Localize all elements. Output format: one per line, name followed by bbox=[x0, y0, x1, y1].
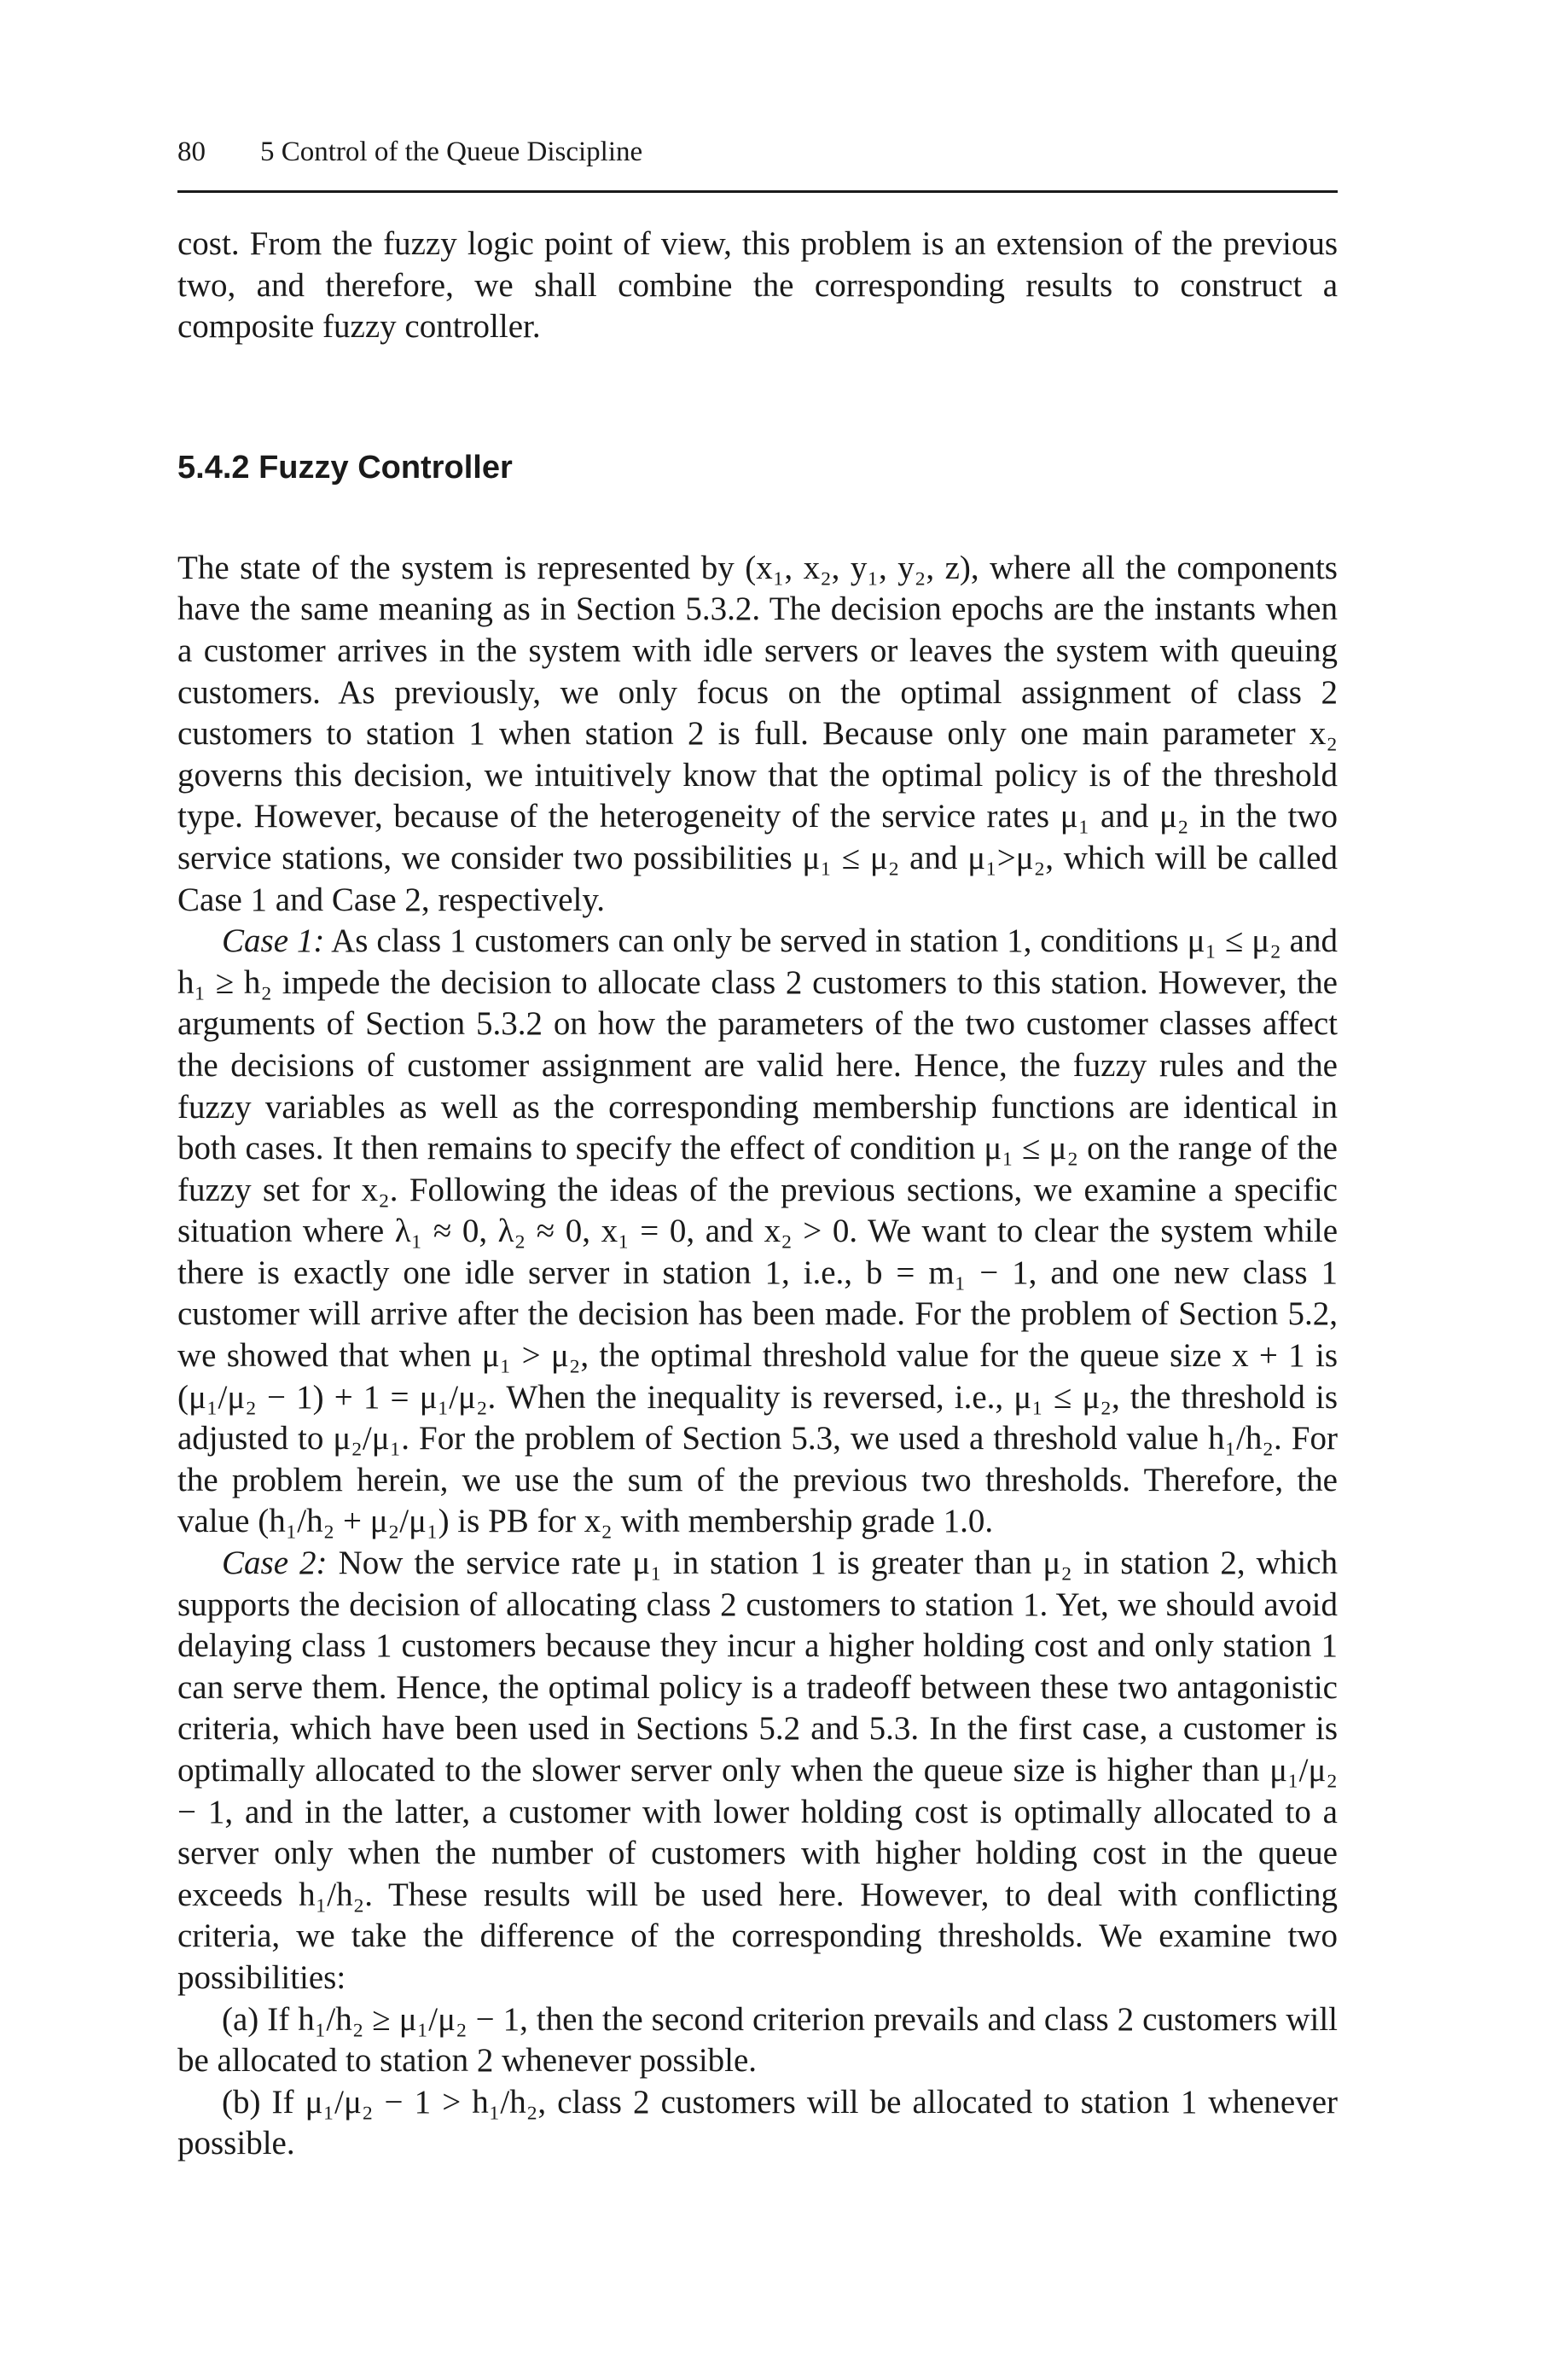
case2-text: Now the service rate μ₁ in station 1 is greater than μ₂ in station 2, which supports the decision of allocating class 2 customers to station 1. Yet, we should avoid delaying class 1 customers because they incur a higher holding cost and only station 1 can serve them. Hence, the optimal policy is a tradeoff between these two antagonistic criteria, which have been used in Sections 5.2 and 5.3. In the first case, a customer is optimally allocated to the slower server only when the queue size is higher than μ₁/μ₂ − 1, and in the latter, a customer with lower holding cost is optimally allocated to a server only when the number of customers with higher holding cost in the queue exceeds h₁/h₂. These results will be used here. However, to deal with conflicting criteria, we take the difference of the corresponding thresholds. We examine two possibilities: bbox=[177, 1545, 1338, 1996]
case1-text: As class 1 customers can only be served in station 1, conditions μ₁ ≤ μ₂ and h₁ ≥ h₂ impede the decision to allocate class 2 customers to this station. However, the arguments of Section 5.3.2 on how the parameters of the two customer classes affect the decisions of customer assignment are valid here. Hence, the fuzzy rules and the fuzzy variables as well as the corresponding membership functions are identical in both cases. It then remains to specify the effect of condition μ₁ ≤ μ₂ on the range of the fuzzy set for x₂. Following the ideas of the previous sections, we examine a specific situation where λ₁ ≈ 0, λ₂ ≈ 0, x₁ = 0, and x₂ > 0. We want to clear the system while there is exactly one idle server in station 1, i.e., b = m₁ − 1, and one new class 1 customer will arrive after the decision has been made. For the problem of Section 5.2, we showed that when μ₁ > μ₂, the optimal threshold value for the queue size x + 1 is (μ₁/μ₂ − 1) + 1 = μ₁/μ₂. When the inequality is reversed, i.e., μ₁ ≤ μ₂, the threshold is adjusted to μ₂/μ₁. For the problem of Section 5.3, we used a threshold value h₁/h₂. For the problem herein, we use the sum of the previous two thresholds. Therefore, the value (h₁/h₂ + μ₂/μ₁) is PB for x₂ with membership grade 1.0. bbox=[177, 922, 1338, 1540]
case1-label: Case 1: bbox=[222, 922, 325, 960]
running-header bbox=[177, 135, 1338, 169]
body-text bbox=[177, 224, 1338, 2165]
running-title: 5 Control of the Queue Discipline bbox=[260, 137, 643, 167]
header-rule bbox=[177, 190, 1338, 193]
list-item-b: (b) If μ₁/μ₂ − 1 > h₁/h₂, class 2 customers will be allocated to station 1 whenever possible. bbox=[177, 2083, 1338, 2162]
case1-paragraph bbox=[177, 921, 1338, 1543]
list-item-a: (a) If h₁/h₂ ≥ μ₁/μ₂ − 1, then the second criterion prevails and class 2 customers will be allocated to station 2 whenever possible. bbox=[177, 2000, 1338, 2080]
page-number: 80 bbox=[177, 137, 206, 167]
intro-paragraph: The state of the system is represented by (x₁, x₂, y₁, y₂, z), where all the components have the same meaning as in Section 5.3.2. The decision epochs are the instants when a customer arrives in the system with idle servers or leaves the system with queuing customers. As previously, we only focus on the optimal assignment of class 2 customers to station 1 when station 2 is full. Because only one main parameter x₂ governs this decision, we intuitively know that the optimal policy is of the threshold type. However, because of the heterogeneity of the service rates μ₁ and μ₂ in the two service stations, we consider two possibilities μ₁ ≤ μ₂ and μ₁>μ₂, which will be called Case 1 and Case 2, respectively. bbox=[177, 549, 1338, 918]
section-heading: 5.4.2 Fuzzy Controller bbox=[177, 449, 513, 486]
continuation-paragraph: cost. From the fuzzy logic point of view, this problem is an extension of the previous two, and therefore, we shall combine the corresponding results to construct a composite fuzzy controller. bbox=[177, 225, 1338, 346]
case2-label: Case 2: bbox=[222, 1545, 328, 1582]
case2-paragraph bbox=[177, 1543, 1338, 1999]
